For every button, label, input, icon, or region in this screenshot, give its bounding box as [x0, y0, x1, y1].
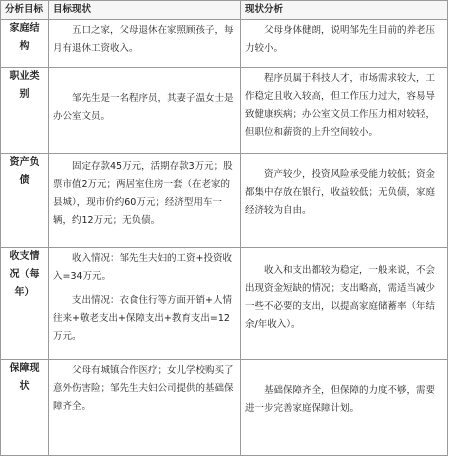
row-category: 资产负债: [1, 154, 49, 248]
row-category: 收支情况（每年）: [1, 248, 49, 360]
table-row: [1, 68, 448, 154]
status-cell: [49, 360, 241, 456]
status-cell: [49, 20, 241, 68]
row-category: 家庭结构: [1, 20, 49, 68]
analysis-text: 收入和支出都较为稳定，一般来说，不会出现资金短缺的情况；支出略高，需适当减少一些不必要的支出，以提高家庭储蓄率（年结余/年收入）。: [245, 265, 436, 330]
analysis-text: 程序员属于科技人才，市场需求较大，工作稳定且收入较高，但工作压力过大，容易导致健康疾病；办公室文员工作压力相对较轻，但职位和薪资的上升空间较小。: [245, 73, 436, 138]
analysis-text: 父母身体健朗，说明邹先生目前的养老压力较小。: [245, 25, 436, 54]
table-row: [1, 248, 448, 360]
table-row: [1, 360, 448, 456]
analysis-cell: [241, 68, 448, 154]
status-text: 收入情况：邹先生夫妇的工资+投资收入=34万元。: [53, 253, 232, 282]
analysis-cell: [241, 154, 448, 248]
analysis-text: 基础保障齐全，但保障的力度不够，需要进一步完善家庭保障计划。: [245, 385, 436, 414]
status-text: 邹先生是一名程序员，其妻子温女士是办公室文员。: [53, 93, 234, 122]
header-analysis-target: 分析目标: [1, 1, 49, 20]
row-category: 职业类别: [1, 68, 49, 154]
status-text: 固定存款45万元，活期存款3万元；股票市值2万元；两居室住房一套（在老家的县城），现市价约60万元；经济型用车一辆，约12万元；无负债。: [53, 161, 233, 226]
header-status-analysis: 现状分析: [241, 1, 448, 20]
table-row: [1, 154, 448, 248]
analysis-cell: [241, 360, 448, 456]
row-category: 保障现状: [1, 360, 49, 456]
status-text: 支出情况：衣食住行等方面开销+人情往来+敬老支出+保障支出+教育支出=12万元。: [53, 295, 232, 342]
table-row: [1, 20, 448, 68]
table-header-row: [1, 1, 448, 20]
status-cell: [49, 248, 241, 360]
analysis-cell: [241, 248, 448, 360]
analysis-text: 资产较少，投资风险承受能力较低；资金都集中存放在银行，收益较低；无负债，家庭经济较为自由。: [245, 169, 436, 216]
status-text: 父母有城镇合作医疗；女儿学校购买了意外伤害险；邹先生夫妇公司提供的基础保障齐全。: [53, 365, 234, 412]
status-cell: [49, 154, 241, 248]
analysis-cell: [241, 20, 448, 68]
status-text: 五口之家，父母退休在家照顾孩子，每月有退休工资收入。: [53, 25, 234, 54]
status-cell: [49, 68, 241, 154]
header-target-status: 目标现状: [49, 1, 241, 20]
